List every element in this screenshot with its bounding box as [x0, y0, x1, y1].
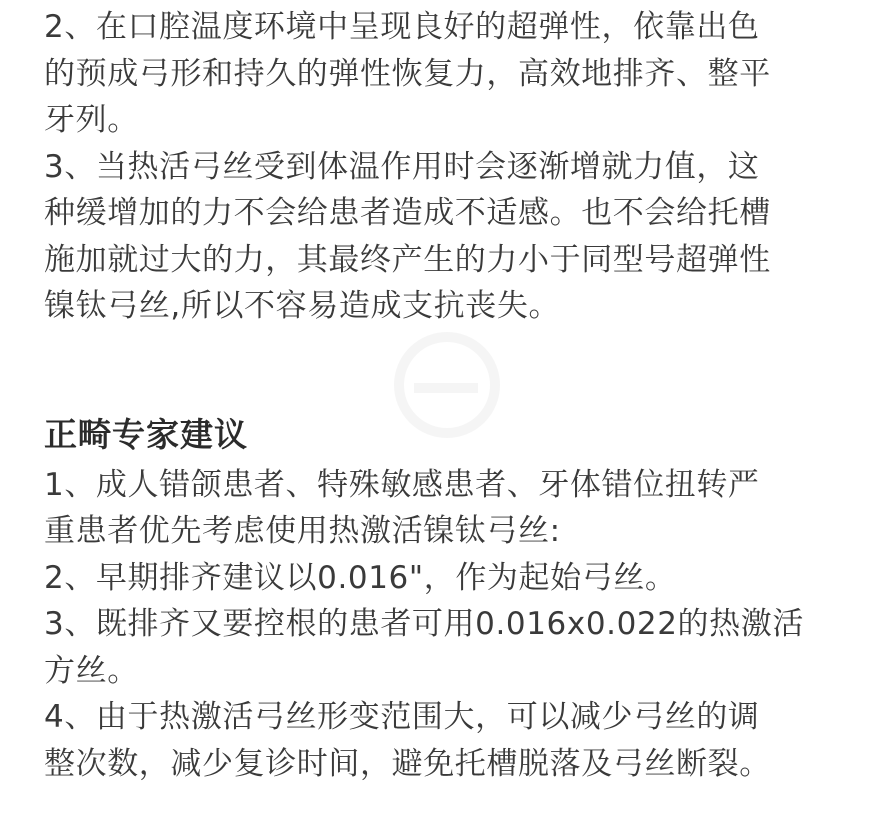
- paragraph-line: 种缓增加的力不会给患者造成不适感。也不会给托槽: [44, 195, 771, 231]
- article-content: [44, 0, 864, 787]
- section-heading: 正畸专家建议: [44, 414, 248, 454]
- paragraph-line: 1、成人错颌患者、特殊敏感患者、牙体错位扭转严: [44, 466, 760, 503]
- paragraph-line: 4、由于热激活弓丝形变范围大，可以减少弓丝的调: [44, 699, 760, 735]
- paragraph-line: 整次数，减少复诊时间，避免托槽脱落及弓丝断裂。: [44, 745, 771, 782]
- paragraph-line: 方丝。: [44, 652, 139, 689]
- paragraph-line: 重患者优先考虑使用热激活镍钛弓丝:: [44, 513, 561, 549]
- paragraph-line: 2、早期排齐建议以0.016"，作为起始弓丝。: [44, 559, 677, 596]
- paragraph-line: 镍钛弓丝,所以不容易造成支抗丧失。: [44, 288, 561, 324]
- feature-list: [44, 4, 864, 330]
- paragraph-line: 3、当热活弓丝受到体温作用时会逐渐增就力值，这: [44, 148, 760, 185]
- expert-advice-list: [44, 462, 864, 788]
- paragraph-line: 的预成弓形和持久的弹性恢复力，高效地排齐、整平: [44, 55, 771, 92]
- paragraph-line: 牙列。: [44, 102, 139, 138]
- paragraph-line: 2、在口腔温度环境中呈现良好的超弹性，依靠出色: [44, 9, 760, 45]
- paragraph-line: 3、既排齐又要控根的患者可用0.016x0.022的热激活: [44, 606, 804, 642]
- paragraph-line: 施加就过大的力，其最终产生的力小于同型号超弹性: [44, 241, 771, 278]
